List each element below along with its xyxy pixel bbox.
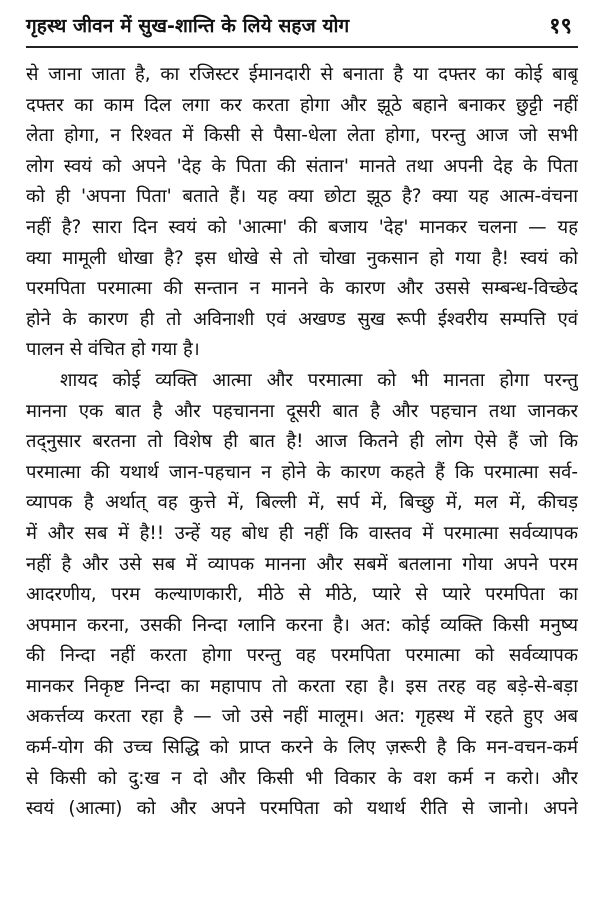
text-line: परमात्मा की यथार्थ जान-पहचान न होने के कारण कहते हैं कि परमात्मा सर्व- (26, 461, 578, 483)
header-divider (26, 46, 578, 48)
text-line: आदरणीय, परम कल्याणकारी, मीठे से मीठे, प्यारे से प्यारे परमपिता का (26, 584, 578, 606)
text-line: से किसी को दु:ख न दो और किसी भी विकार के वश कर्म न करो। और (26, 767, 578, 789)
text-line: मानकर निकृष्ट निन्दा का महापाप तो करता रहा है। इस तरह वह बड़े-से-बड़ा (26, 675, 578, 697)
text-line: लोग स्वयं को अपने 'देह के पिता की संतान' मानते तथा अपनी देह के पिता (26, 155, 578, 177)
text-line: नहीं है और उसे सब में व्यापक मानना और सबमें बतलाना गोया अपने परम (26, 553, 578, 575)
paragraph-2 (26, 366, 578, 825)
text-line: अकर्त्तव्य करता रहा है — जो उसे नहीं मालूम। अत: गृहस्थ में रहते हुए अब (26, 706, 578, 728)
page-number: १९ (549, 14, 572, 39)
text-line: मानना एक बात है और पहचानना दूसरी बात है और पहचान तथा जानकर (26, 400, 578, 422)
text-line: से जाना जाता है, का रजिस्टर ईमानदारी से बनाता है या दफ्तर का कोई बाबू (26, 64, 578, 85)
text-line: लेता होगा, न रिश्वत में किसी से पैसा-धेला लेता होगा, परन्तु आज जो सभी (26, 125, 578, 147)
text-line: कर्म-योग की उच्च सिद्धि को प्राप्त करने के लिए ज़रूरी है कि मन-वचन-कर्म (26, 737, 578, 759)
text-line: नहीं है? सारा दिन स्वयं को 'आत्मा' की बजाय 'देह' मानकर चलना — यह (26, 216, 578, 238)
text-line: में और सब में है!! उन्हें यह बोध ही नहीं कि वास्तव में परमात्मा सर्वव्यापक (26, 522, 578, 544)
text-line: क्या मामूली धोखा है? इस धोखे से तो चोखा नुकसान हो गया है! स्वयं को (26, 247, 578, 269)
text-line: को ही 'अपना पिता' बताते हैं। यह क्या छोटा झूठ है? क्या यह आत्म-वंचना (26, 186, 578, 208)
text-line: तद्नुसार बरतना तो विशेष ही बात है! आज कितने ही लोग ऐसे हैं जो कि (26, 431, 578, 453)
paragraph-1 (26, 60, 578, 366)
text-line: शायद कोई व्यक्ति आत्मा और परमात्मा को भी मानता होगा परन्तु (60, 369, 578, 391)
text-line: पालन से वंचित हो गया है। (26, 339, 200, 361)
text-line: अपमान करना, उसकी निन्दा ग्लानि करना है। अत: कोई व्यक्ति किसी मनुष्य (26, 614, 578, 636)
running-header (26, 10, 576, 44)
text-line: व्यापक है अर्थात् वह कुत्ते में, बिल्ली में, सर्प में, बिच्छु में, मल में, कीचड़ (26, 492, 578, 514)
header-title: गृहस्थ जीवन में सुख-शान्ति के लिये सहज योग (26, 15, 350, 37)
body-text (26, 60, 578, 825)
text-line: परमपिता परमात्मा की सन्तान न मानने के कारण और उससे सम्बन्ध-विच्छेद (26, 278, 578, 300)
text-line: की निन्दा नहीं करता होगा परन्तु वह परमपिता परमात्मा को सर्वव्यापक (26, 645, 578, 667)
text-line: दफ्तर का काम दिल लगा कर करता होगा और झूठे बहाने बनाकर छुट्टी नहीं (26, 94, 578, 116)
text-line: स्वयं (आत्मा) को और अपने परमपिता को यथार्थ रीति से जानो। अपने (26, 798, 578, 820)
text-line: होने के कारण ही तो अविनाशी एवं अखण्ड सुख रूपी ईश्वरीय सम्पत्ति एवं (26, 308, 578, 330)
